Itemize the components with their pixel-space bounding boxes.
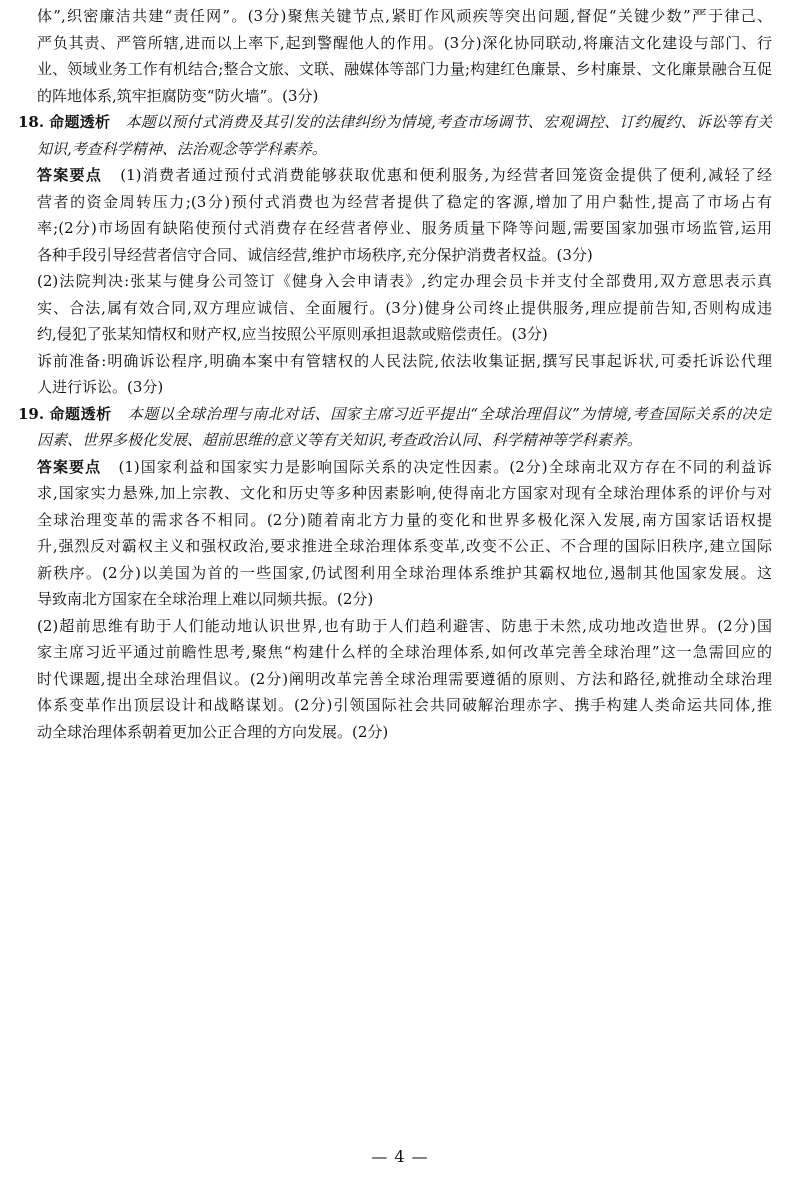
q18-intro-line (18, 109, 772, 136)
analysis-text: 本题以全球治理与南北对话、国家主席习近平提出“全球治理倡议”为情境,考查国际关系的决定 (127, 404, 772, 423)
text-line: 全球治理变革的需求各不相同。(2分)随着南北方力量的变化和世界多极化深入发展,南方国家话语权提 (37, 510, 772, 529)
page-number: — 4 — (371, 1147, 429, 1166)
carryover-paragraph (18, 3, 772, 109)
question-19 (18, 401, 772, 746)
text-line: 严负其责、严管所辖,进而以上率下,起到警醒他人的作用。(3分)深化协同联动,将廉洁文化建设与部门、行 (37, 33, 772, 52)
text-line: 求,国家实力悬殊,加上宗教、文化和历史等多种因素影响,使得南北方国家对现有全球治理体系的评价与对 (37, 484, 772, 502)
analysis-label: 命题透析 (49, 113, 111, 131)
text-line: 诉前准备:明确诉讼程序,明确本案中有管辖权的人民法院,依法收集证据,撰写民事起诉状,可委托诉讼代理 (37, 351, 772, 370)
question-18 (18, 109, 772, 401)
text-line: 率;(2分)市场固有缺陷使预付式消费存在经营者停业、服务质量下降等问题,需要国家加强市场监管,运用 (37, 219, 772, 237)
text-line: 时代课题,提出全球治理倡议。(2分)阐明改革完善全球治理需要遵循的原则、方法和路径,就推动全球治理 (37, 669, 772, 688)
text-line: 的阵地体系,筑牢拒腐防变“防火墙”。(3分) (37, 86, 319, 105)
q19-intro-line (18, 401, 772, 428)
text-line: (2)法院判决:张某与健身公司签订《健身入会申请表》,约定办理会员卡并支付全部费用,双方意思表示真 (37, 272, 772, 290)
analysis-text: 本题以预付式消费及其引发的法律纠纷为情境,考查市场调节、宏观调控、订约履约、诉讼等有关 (125, 113, 772, 131)
text-line: 业、领域业务工作有机结合;整合文旅、文联、融媒体等部门力量;构建红色廉景、乡村廉景、文化廉景融合互促 (37, 60, 772, 78)
question-number: 18. (18, 113, 45, 131)
text-line: 各种手段引导经营者信守合同、诚信经营,维护市场秩序,充分保护消费者权益。(3分) (37, 245, 593, 264)
answer-label: 答案要点 (37, 166, 103, 184)
question-number: 19. (18, 404, 45, 423)
text-line: 新秩序。(2分)以美国为首的一些国家,仍试图利用全球治理体系维护其霸权地位,遏制其他国家发展。这 (37, 563, 772, 582)
text-line: 知识,考查科学精神、法治观念等学科素养。 (37, 139, 327, 158)
text-line: 家主席习近平通过前瞻性思考,聚焦“构建什么样的全球治理体系,如何改革完善全球治理”这一急需回应的 (37, 643, 772, 661)
text-line: 升,强烈反对霸权主义和强权政治,要求推进全球治理体系变革,改变不公正、不合理的国际旧秩序,建立国际 (37, 537, 772, 555)
answer-text: (1)国家利益和国家实力是影响国际关系的决定性因素。(2分)全球南北双方存在不同的利益诉 (118, 457, 772, 476)
answer-text: (1)消费者通过预付式消费能够获取优惠和便利服务,为经营者回笼资金提供了便利,减轻了经 (120, 166, 772, 184)
text-line: (2)超前思维有助于人们能动地认识世界,也有助于人们趋利避害、防患于未然,成功地改造世界。(2分)国 (37, 616, 772, 635)
text-line: 人进行诉讼。(3分) (37, 378, 164, 396)
text-line: 实、合法,属有效合同,双方理应诚信、全面履行。(3分)健身公司终止提供服务,理应提前告知,否则构成违 (37, 298, 772, 317)
q18-answer-line (18, 162, 772, 189)
answer-label: 答案要点 (37, 457, 102, 476)
analysis-label: 命题透析 (49, 404, 112, 423)
text-line: 动全球治理体系朝着更加公正合理的方向发展。(2分) (37, 722, 389, 741)
text-line: 体系变革作出顶层设计和战略谋划。(2分)引领国际社会共同破解治理赤字、携手构建人类命运共同体,推 (37, 696, 772, 714)
q19-answer-line (18, 454, 772, 481)
text-line: 导致南北方国家在全球治理上难以同频共振。(2分) (37, 590, 374, 608)
text-line: 因素、世界多极化发展、超前思维的意义等有关知识,考查政治认同、科学精神等学科素养。 (37, 431, 642, 449)
text-line: 营者的资金周转压力;(3分)预付式消费也为经营者提供了稳定的客源,增加了用户黏性,提高了市场占有 (37, 192, 772, 211)
text-line: 约,侵犯了张某知情权和财产权,应当按照公平原则承担退款或赔偿责任。(3分) (37, 325, 548, 343)
text-line: 体”,织密廉洁共建“责任网”。(3分)聚焦关键节点,紧盯作风顽疾等突出问题,督促“关键少数”严于律己、 (37, 7, 772, 25)
